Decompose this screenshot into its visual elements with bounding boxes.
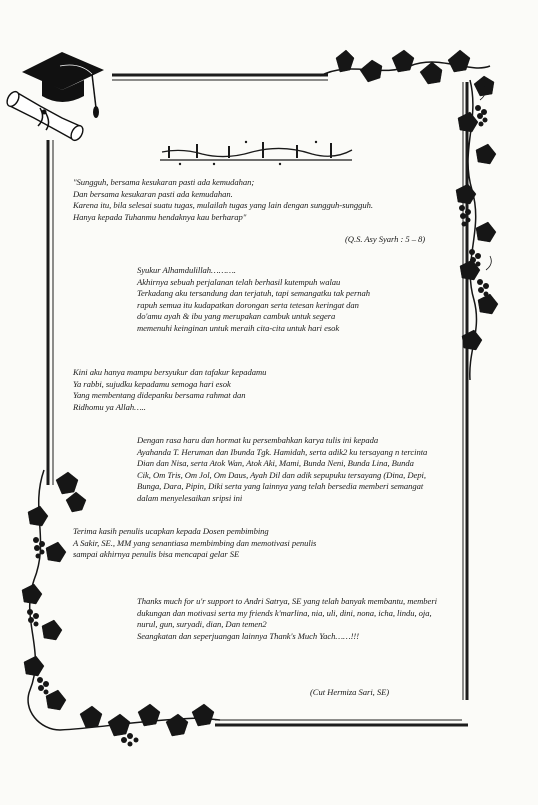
- verse-line: Karena itu, bila selesai suatu tugas, mulailah tugas yang lain dengan sungguh-sungguh.: [73, 200, 373, 211]
- dedication-line: Dengan rasa haru dan hormat ku persembahkan karya tulis ini kepada: [137, 435, 379, 445]
- gratitude-line: Akhirnya sebuah perjalanan telah berhasil kutempuh walau: [137, 276, 341, 287]
- top-border-lines: [112, 75, 328, 80]
- left-border-lines: [48, 140, 53, 485]
- dedication-block: [137, 435, 427, 505]
- dedication-line: Cik, Om Tris, Om Jol, Om Daus, Ayah Dil dan adik sepupuku tersayang (Dina, Depi,: [137, 469, 426, 480]
- friends-line: nurul, gun, suryadi, dian, Dan temen2: [137, 619, 267, 630]
- verse-block: [73, 177, 373, 223]
- friends-line: Thanks much for u'r support to Andri Satrya, SE yang telah banyak membantu, memberi: [137, 596, 437, 606]
- prayer-line: Yang membentang didepanku bersama rahmat dan: [73, 390, 246, 401]
- prayer-block: [73, 367, 266, 413]
- verse-line: Hanya kepada Tuhanmu hendaknya kau berharap": [73, 211, 247, 222]
- dedication-line: Bunga, Dara, Pipin, Diki serta yang lainnya yang telah bersedia memberi semangat: [137, 481, 424, 492]
- thanks-line: Terima kasih penulis ucapkan kepada Dosen pembimbing: [73, 526, 269, 536]
- gratitude-line: memenuhi keinginan untuk meraih cita-cita untuk hari esok: [137, 322, 340, 333]
- friends-block: [137, 596, 437, 642]
- right-border-lines: [463, 82, 467, 700]
- prayer-line: Kini aku hanya mampu bersyukur dan tafakur kepadamu: [73, 367, 267, 377]
- bottom-border-lines: [215, 720, 468, 725]
- gratitude-line: rapuh semua itu kudapatkan dorongan serta tetesan keringat dan: [137, 299, 359, 310]
- verse-line: "Sungguh, bersama kesukaran pasti ada kemudahan;: [73, 177, 255, 187]
- thanks-block: [73, 526, 316, 561]
- thanks-line: A Sakir, SE., MM yang senantiasa membimbing dan memotivasi penulis: [73, 537, 317, 548]
- prayer-line: Ya rabbi, sujudku kepadamu semoga hari esok: [73, 378, 231, 389]
- gratitude-line: Syukur Alhamdulillah……….: [137, 265, 236, 275]
- dedication-line: Dian dan Nisa, serta Atok Wan, Atok Aki, Mami, Bunda Neni, Bunda Lina, Bunda: [137, 458, 414, 469]
- verse-citation: (Q.S. Asy Syarh : 5 – 8): [345, 234, 426, 244]
- prayer-line: Ridhomu ya Allah…..: [73, 401, 146, 412]
- signature: (Cut Hermiza Sari, SE): [310, 687, 390, 697]
- dedication-line: Ayahanda T. Heruman dan Ibunda Tgk. Hamidah, serta adik2 ku tersayang n tercinta: [137, 446, 428, 457]
- calligraphy-ornament-icon: [160, 141, 352, 165]
- verse-line: Dan bersama kesukaran pasti ada kemudahan.: [73, 188, 233, 199]
- dedication-line: dalam menyelesaikan sripsi ini: [137, 492, 243, 503]
- gratitude-line: Terkadang aku tersandung dan terjatuh, tapi semangatku tak pernah: [137, 288, 370, 299]
- friends-line: dukungan dan motivasi serta my friends k'marlina, nia, uli, dini, nona, icha, lindu, oja,: [137, 607, 432, 618]
- gratitude-line: do'amu ayah & ibu yang merupakan cambuk untuk segera: [137, 311, 336, 322]
- gratitude-block: [137, 265, 370, 335]
- thanks-line: sampai akhirnya penulis bisa mencapai gelar SE: [73, 549, 240, 560]
- friends-line: Seangkatan dan seperjuangan lainnya Thank's Much Yach……!!!: [137, 630, 360, 641]
